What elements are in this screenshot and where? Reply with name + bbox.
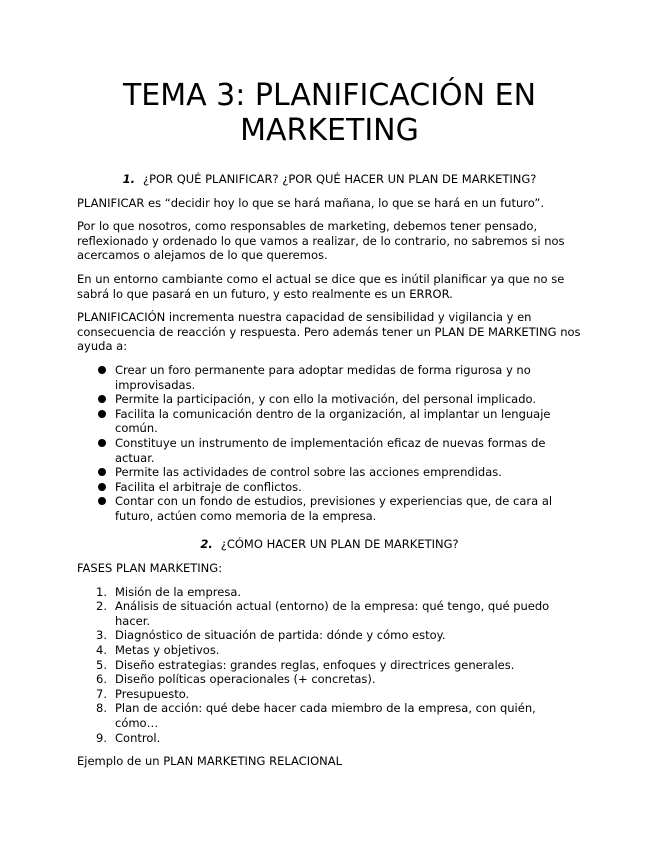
list-item: 8. Plan de acción: qué debe hacer cada miembro de la empresa, con quién, cómo… <box>96 701 536 730</box>
list-item: 2. Análisis de situación actual (entorno) de la empresa: qué tengo, qué puedo hacer. <box>96 599 550 628</box>
section-2-heading <box>77 537 582 552</box>
section-1-title: ¿POR QUÉ PLANIFICAR? ¿POR QUÉ HACER UN PLAN DE MARKETING? <box>142 172 537 186</box>
list-item: 1. Misión de la empresa. <box>96 584 242 599</box>
section-2-number: 2. <box>200 537 213 552</box>
list-item: 9. Control. <box>96 730 161 745</box>
example-line: Ejemplo de un PLAN MARKETING RELACIONAL <box>77 754 343 769</box>
bullet-icon <box>98 483 106 491</box>
bullet-icon <box>98 439 106 447</box>
document-content <box>77 78 582 769</box>
list-item: Permite la participación, y con ello la motivación, del personal implicado. <box>77 392 582 407</box>
list-item: 6. Diseño políticas operacionales (+ concretas). <box>96 672 376 687</box>
list-item: 7. Presupuesto. <box>96 686 190 701</box>
list-item: Contar con un fondo de estudios, previsiones y experiencias que, de cara al futuro, actúen como memoria de la empresa. <box>77 494 582 523</box>
page-title: TEMA 3: PLANIFICACIÓN EN MARKETING <box>122 78 537 148</box>
list-item: 4. Metas y objetivos. <box>96 643 220 658</box>
paragraph-3: En un entorno cambiante como el actual se dice que es inútil planificar ya que no se sabrá lo que pasará en un futuro, y esto realmente es un ERROR. <box>77 271 565 301</box>
paragraph-4: PLANIFICACIÓN incrementa nuestra capacidad de sensibilidad y vigilancia y en consecuencia de reacción y respuesta. Pero además tener un PLAN DE MARKETING nos ayuda a: <box>77 310 581 354</box>
list-item: Constituye un instrumento de implementación eficaz de nuevas formas de actuar. <box>77 436 582 465</box>
section-2-title: ¿CÓMO HACER UN PLAN DE MARKETING? <box>220 537 459 552</box>
phases-list <box>77 585 582 746</box>
section-1-heading <box>77 172 582 187</box>
list-item: Crear un foro permanente para adoptar medidas de forma rigurosa y no improvisadas. <box>77 363 582 392</box>
paragraph-2: Por lo que nosotros, como responsables de marketing, debemos tener pensado, reflexionado y ordenado lo que vamos a realizar, de lo contrario, no sabremos si nos acercamos o alejamos de lo que queremos. <box>77 219 565 263</box>
list-item: 5. Diseño estrategias: grandes reglas, enfoques y directrices generales. <box>96 657 515 672</box>
phases-label: FASES PLAN MARKETING: <box>77 561 223 576</box>
list-item: Facilita la comunicación dentro de la organización, al implantar un lenguaje común. <box>77 407 582 436</box>
bullet-icon <box>98 497 106 505</box>
bullet-icon <box>98 468 106 476</box>
list-item: Facilita el arbitraje de conflictos. <box>77 480 582 495</box>
list-item: 3. Diagnóstico de situación de partida: dónde y cómo estoy. <box>96 628 446 643</box>
section-1-number: 1. <box>122 172 135 186</box>
paragraph-1: PLANIFICAR es “decidir hoy lo que se hará mañana, lo que se hará en un futuro”. <box>77 195 544 210</box>
bullet-icon <box>98 366 106 374</box>
list-item: Permite las actividades de control sobre las acciones emprendidas. <box>77 465 582 480</box>
bullet-icon <box>98 410 106 418</box>
bullet-icon <box>98 395 106 403</box>
benefits-list <box>77 363 582 524</box>
